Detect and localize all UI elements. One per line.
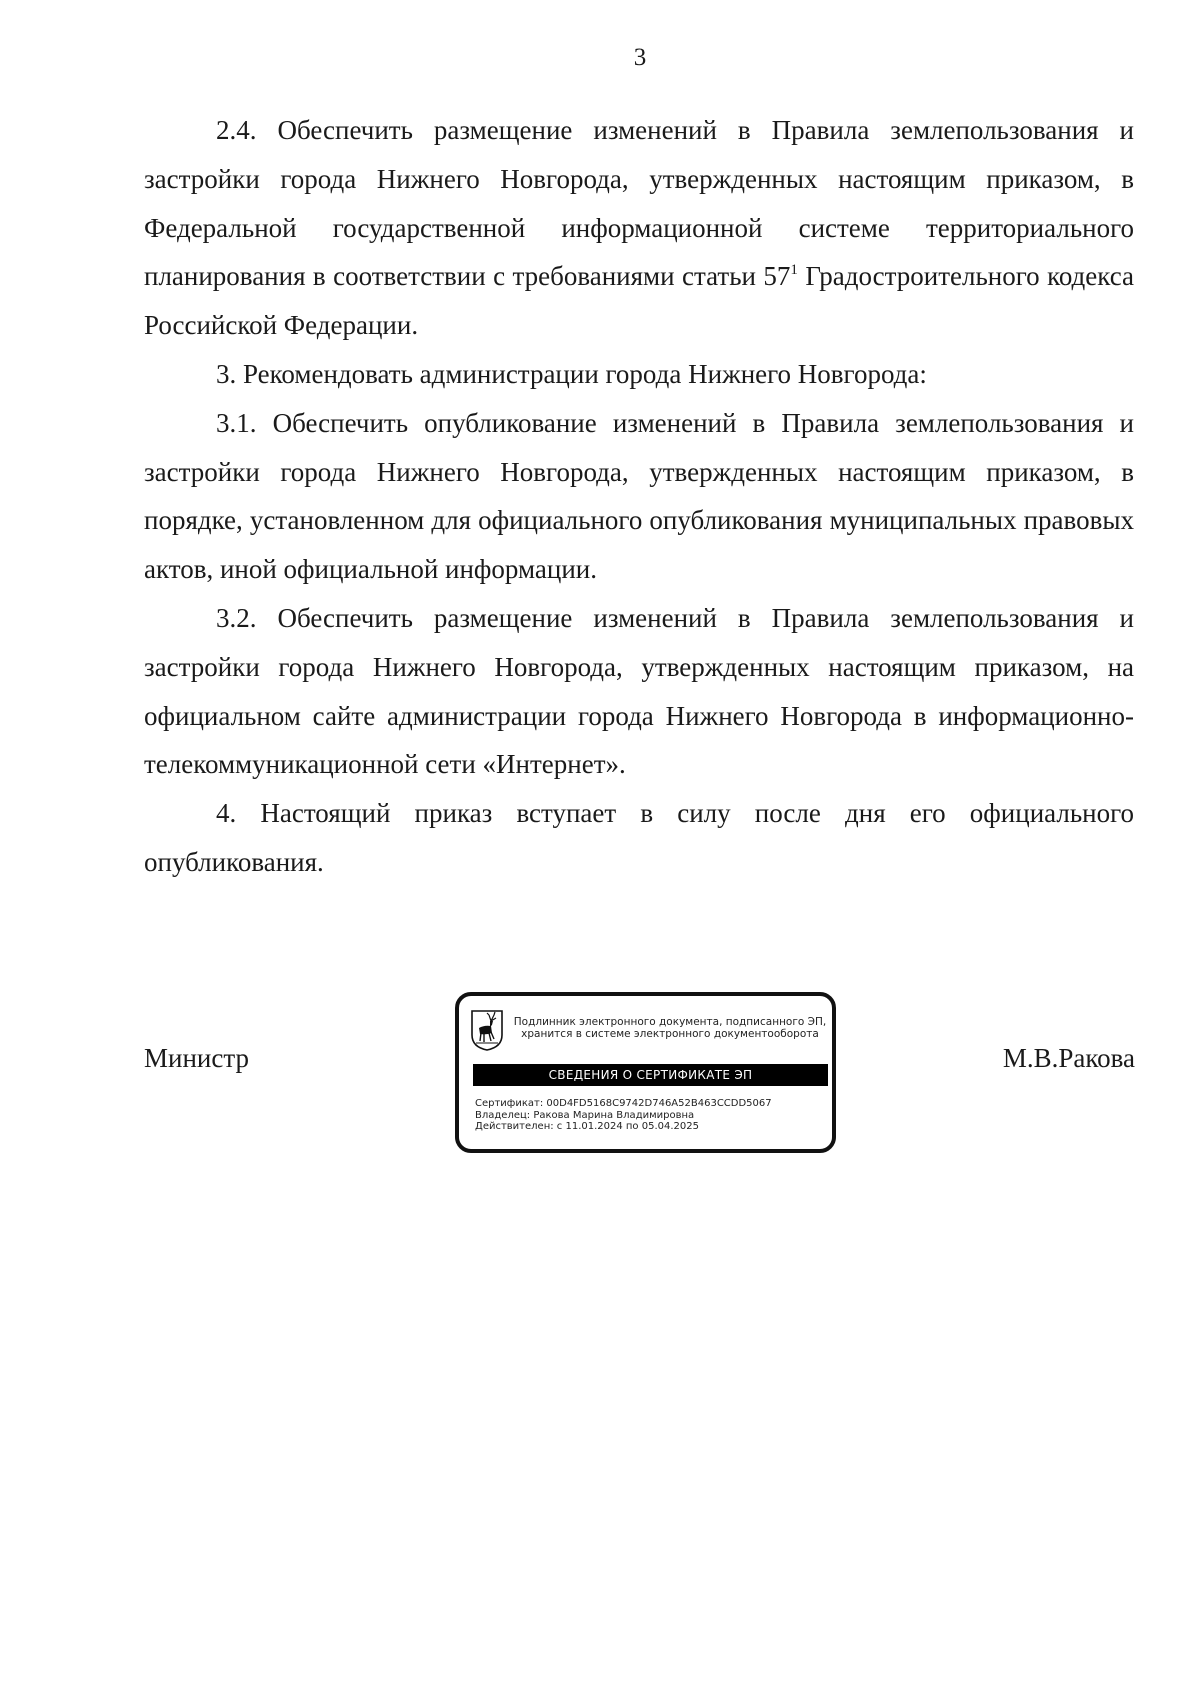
paragraph-3-1: 3.1. Обеспечить опубликование изменений в Правила землепользования и застройки города Нижнего Новгорода, утвержденных настоящим приказом, в порядке, установленном для официального опубликования муниципальных правовых актов, иной официальной информации.: [144, 407, 1134, 585]
certificate-details: [475, 1098, 772, 1133]
stamp-header-line-1: Подлинник электронного документа, подписанного ЭП,: [513, 1016, 827, 1028]
certificate-number: Сертификат: 00D4FD5168C9742D746A52B463CCDD5067: [475, 1098, 772, 1109]
paragraph-3: 3. Рекомендовать администрации города Нижнего Новгорода:: [216, 358, 927, 389]
stamp-header: [511, 1016, 829, 1040]
certificate-owner: Владелец: Ракова Марина Владимировна: [475, 1109, 695, 1121]
signatory-title: Министр: [144, 1043, 249, 1073]
paragraph-2-4-text-end: Градостроительного кодекса Российской Федерации.: [144, 261, 1134, 341]
certificate-info-bar: СВЕДЕНИЯ О СЕРТИФИКАТЕ ЭП: [473, 1064, 828, 1086]
paragraph-4: 4. Настоящий приказ вступает в силу после дня его официального опубликования.: [144, 798, 1134, 877]
paragraph-2-4-text-start: 2.4. Обеспечить размещение изменений в Правила землепользования и застройки города Нижнего Новгорода, утвержденных настоящим приказом, в Федеральной государственной информационной системе территориального планирования в соответствии с требованиями статьи 57: [144, 115, 1134, 292]
deer-coat-of-arms-icon: [470, 1009, 504, 1051]
paragraph-3-2: 3.2. Обеспечить размещение изменений в Правила землепользования и застройки города Нижнего Новгорода, утвержденных настоящим приказом, на официальном сайте администрации города Нижнего Новгорода в информационно-телекоммуникационной сети «Интернет».: [144, 602, 1134, 780]
paragraph-2-4: [144, 106, 1134, 350]
document-body: [144, 106, 1134, 887]
signatory-name: М.В.Ракова: [1002, 1043, 1135, 1073]
stamp-header-line-2: хранится в системе электронного документооборота: [521, 1028, 819, 1040]
superscript-article-number: 1: [790, 262, 798, 279]
page-number: 3: [633, 44, 647, 71]
certificate-validity: Действителен: с 11.01.2024 по 05.04.2025: [475, 1121, 699, 1132]
electronic-signature-stamp: [455, 992, 836, 1153]
